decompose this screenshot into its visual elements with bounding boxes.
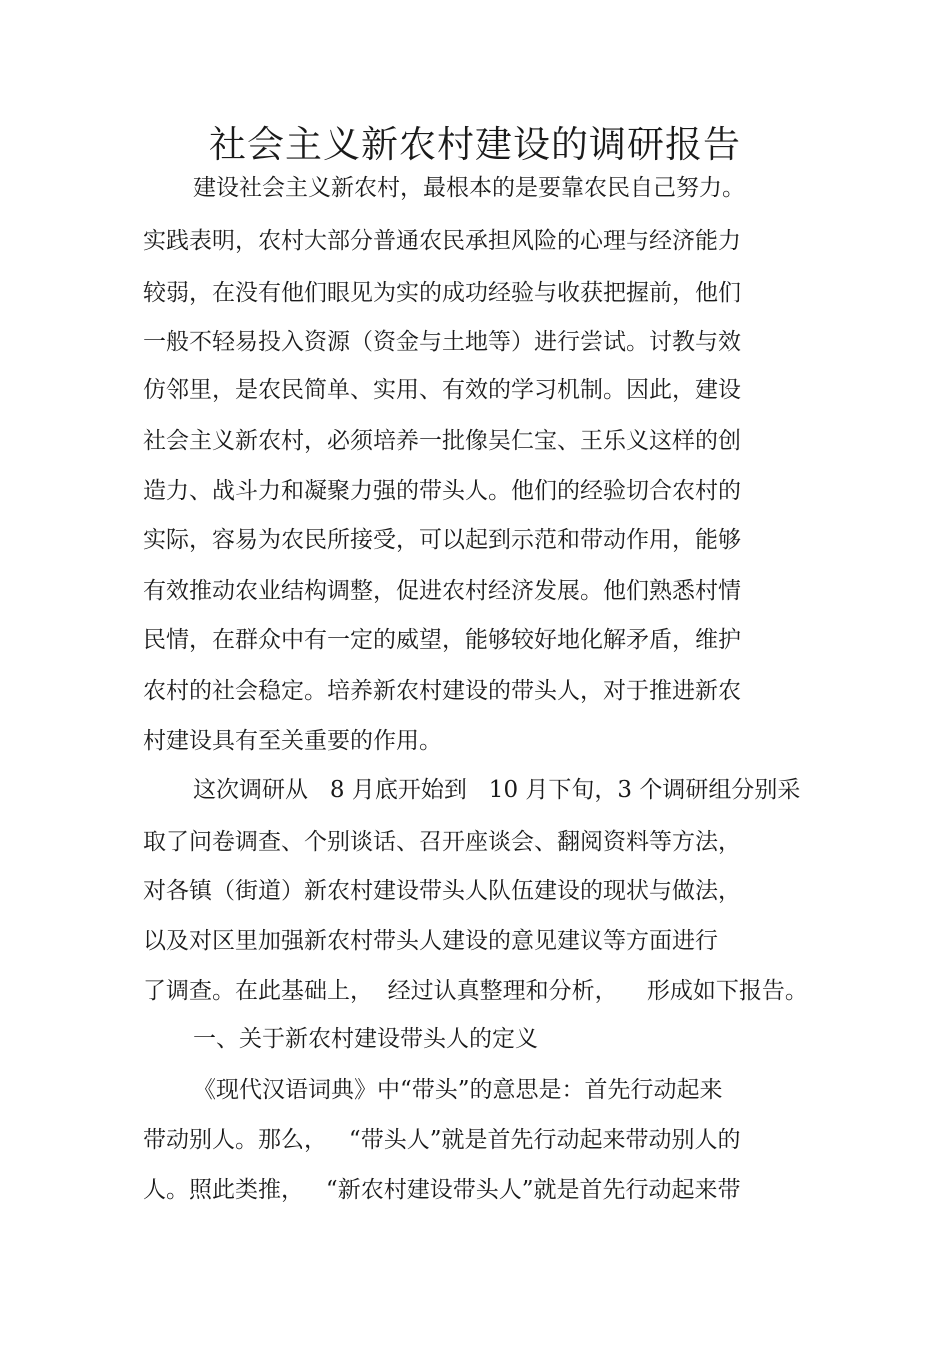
paragraph-1-line-6: 社会主义新农村，必须培养一批像吴仁宝、王乐义这样的创 (143, 428, 741, 454)
paragraph-2-line-2: 取了问卷调查、个别谈话、召开座谈会、翻阅资料等方法， (143, 829, 741, 855)
paragraph-2-line-3: 对各镇（街道）新农村建设带头人队伍建设的现状与做法， (143, 878, 741, 904)
paragraph-1-line-7: 造力、战斗力和凝聚力强的带头人。他们的经验切合农村的 (143, 478, 741, 504)
document-title: 社会主义新农村建设的调研报告 (209, 123, 741, 166)
paragraph-1-line-5: 仿邻里，是农民简单、实用、有效的学习机制。因此，建设 (143, 377, 741, 403)
paragraph-2-line-5: 了调查。在此基础上， 经过认真整理和分析， 形成如下报告。 (143, 978, 808, 1004)
paragraph-3-line-1: 《现代汉语词典》中“带头”的意思是：首先行动起来 (193, 1077, 723, 1103)
paragraph-1-line-12: 村建设具有至关重要的作用。 (143, 728, 442, 754)
paragraph-1-line-2: 实践表明，农村大部分普通农民承担风险的心理与经济能力 (143, 228, 741, 254)
paragraph-3-line-3: 人。照此类推， “新农村建设带头人”就是首先行动起来带 (143, 1177, 741, 1203)
paragraph-1-line-10: 民情，在群众中有一定的威望，能够较好地化解矛盾，维护 (143, 627, 741, 653)
paragraph-2-line-1: 这次调研从 8 月底开始到 10 月下旬，3 个调研组分别采 (193, 777, 801, 803)
paragraph-1-line-11: 农村的社会稳定。培养新农村建设的带头人，对于推进新农 (143, 678, 741, 704)
paragraph-1-line-4: 一般不轻易投入资源（资金与土地等）进行尝试。讨教与效 (143, 329, 741, 355)
paragraph-1-line-3: 较弱，在没有他们眼见为实的成功经验与收获把握前，他们 (143, 280, 741, 306)
section-heading: 一、关于新农村建设带头人的定义 (193, 1026, 538, 1052)
paragraph-2-line-4: 以及对区里加强新农村带头人建设的意见建议等方面进行 (143, 928, 718, 954)
paragraph-1-line-9: 有效推动农业结构调整，促进农村经济发展。他们熟悉村情 (143, 578, 741, 604)
paragraph-1-line-8: 实际，容易为农民所接受，可以起到示范和带动作用，能够 (143, 527, 741, 553)
paragraph-3-line-2: 带动别人。那么， “带头人”就是首先行动起来带动别人的 (143, 1127, 741, 1153)
paragraph-1-line-1: 建设社会主义新农村，最根本的是要靠农民自己努力。 (193, 175, 745, 201)
